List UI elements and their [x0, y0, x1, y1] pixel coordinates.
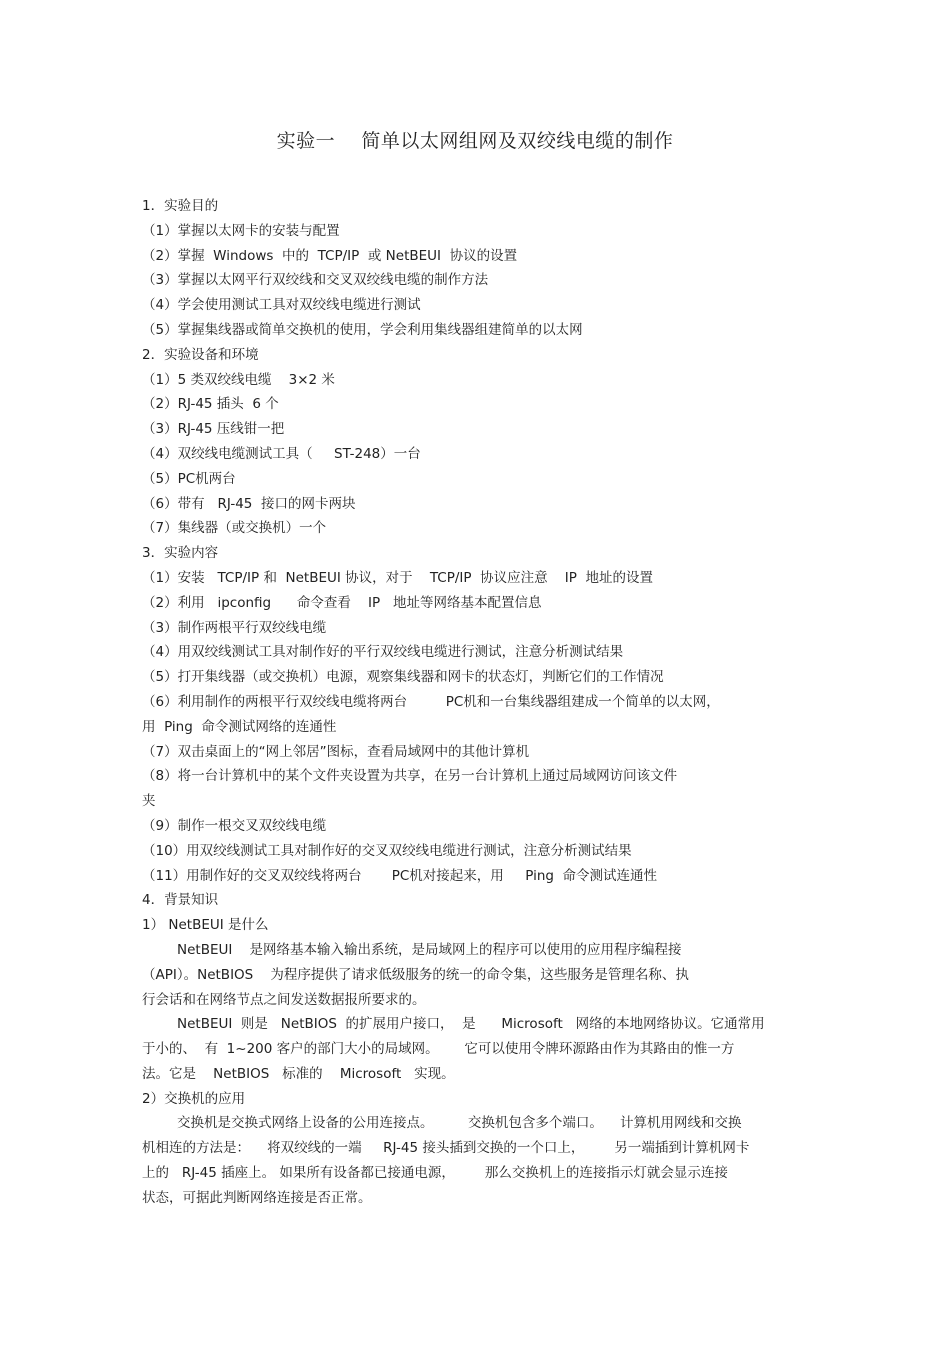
subsection-heading: 2）交换机的应用 [142, 1090, 246, 1107]
list-item: （5）掌握集线器或简单交换机的使用，学会利用集线器组建简单的以太网 [142, 321, 583, 338]
document-body [142, 194, 802, 1211]
paragraph-line: 交换机是交换式网络上设备的公用连接点。 交换机包含多个端口。 计算机用网线和交换 [177, 1115, 742, 1132]
list-item: （2）RJ-45 插头 6 个 [142, 396, 279, 413]
section-heading: 2．实验设备和环境 [142, 346, 259, 363]
list-item: （2）利用 ipconfig 命令查看 IP 地址等网络基本配置信息 [142, 594, 542, 611]
paragraph-line: （API）。NetBIOS 为程序提供了请求低级服务的统一的命令集，这些服务是管理名称、执 [142, 966, 689, 983]
paragraph-line: 状态，可据此判断网络连接是否正常。 [142, 1189, 372, 1206]
paragraph-line: NetBEUI 是网络基本输入输出系统，是局域网上的程序可以使用的应用程序编程接 [177, 941, 682, 958]
paragraph-line: 机相连的方法是： 将双绞线的一端 RJ-45 接头插到交换的一个口上， 另一端插到计算机网卡 [142, 1140, 750, 1157]
list-item: （1）5 类双绞线电缆 3×2 米 [142, 371, 335, 388]
document-title: 实验一 简单以太网组网及双绞线电缆的制作 [276, 130, 674, 152]
list-item-continuation: 夹 [142, 793, 156, 810]
list-item: （6）利用制作的两根平行双绞线电缆将两台 PC机和一台集线器组建成一个简单的以太网， [142, 693, 720, 710]
list-item: （3）制作两根平行双绞线电缆 [142, 619, 327, 636]
list-item: （4）学会使用测试工具对双绞线电缆进行测试 [142, 297, 421, 314]
paragraph-line: 于小的、 有 1~200 客户的部门大小的局域网。 它可以使用令牌环源路由作为其路由的惟一方 [142, 1041, 735, 1058]
list-item: （3）RJ-45 压线钳一把 [142, 421, 285, 438]
list-item: （1）掌握以太网卡的安装与配置 [142, 222, 340, 239]
list-item: （6）带有 RJ-45 接口的网卡两块 [142, 495, 356, 512]
paragraph-line: 法。它是 NetBIOS 标准的 Microsoft 实现。 [142, 1065, 455, 1082]
list-item: （10）用双绞线测试工具对制作好的交叉双绞线电缆进行测试，注意分析测试结果 [142, 842, 632, 859]
list-item-continuation: 用 Ping 命令测试网络的连通性 [142, 718, 337, 735]
list-item: （4）双绞线电缆测试工具（ ST-248）一台 [142, 445, 421, 462]
list-item: （4）用双绞线测试工具对制作好的平行双绞线电缆进行测试，注意分析测试结果 [142, 644, 624, 661]
list-item: （7）双击桌面上的“网上邻居”图标，查看局域网中的其他计算机 [142, 743, 530, 760]
list-item: （2）掌握 Windows 中的 TCP/IP 或 NetBEUI 协议的设置 [142, 247, 518, 264]
section-heading: 4．背景知识 [142, 892, 219, 909]
list-item: （1）安装 TCP/IP 和 NetBEUI 协议，对于 TCP/IP 协议应注意 IP 地址的设置 [142, 569, 653, 586]
list-item: （3）掌握以太网平行双绞线和交叉双绞线电缆的制作方法 [142, 272, 489, 289]
section-heading: 1．实验目的 [142, 198, 219, 214]
list-item: （5）PC机两台 [142, 470, 236, 487]
list-item: （11）用制作好的交叉双绞线将两台 PC机对接起来，用 Ping 命令测试连通性 [142, 867, 658, 884]
list-item: （7）集线器（或交换机）一个 [142, 520, 327, 537]
section-heading: 3．实验内容 [142, 545, 219, 562]
paragraph-line: NetBEUI 则是 NetBIOS 的扩展用户接口， 是 Microsoft 网络的本地网络协议。它通常用 [177, 1016, 765, 1033]
paragraph-line: 上的 RJ-45 插座上。 如果所有设备都已接通电源， 那么交换机上的连接指示灯就会显示连接 [142, 1165, 728, 1182]
list-item: （9）制作一根交叉双绞线电缆 [142, 817, 327, 834]
list-item: （8）将一台计算机中的某个文件夹设置为共享，在另一台计算机上通过局域网访问该文件 [142, 768, 678, 785]
paragraph-line: 行会话和在网络节点之间发送数据报所要求的。 [142, 991, 426, 1008]
list-item: （5）打开集线器（或交换机）电源，观察集线器和网卡的状态灯，判断它们的工作情况 [142, 669, 664, 686]
subsection-heading: 1） NetBEUI 是什么 [142, 917, 269, 934]
